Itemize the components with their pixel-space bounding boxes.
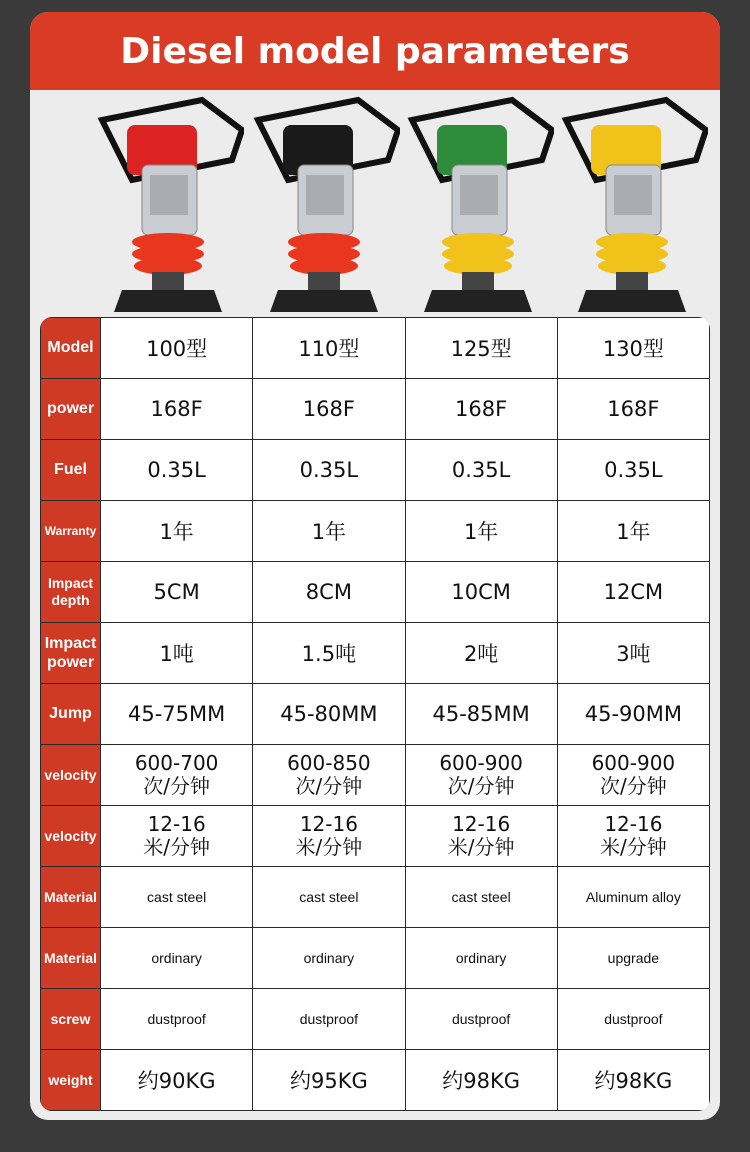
spec-cell: dustproof	[557, 989, 709, 1050]
spec-cell: 12-16 米/分钟	[557, 806, 709, 867]
spec-cell: cast steel	[405, 867, 557, 928]
page-title	[30, 12, 720, 90]
spec-cell: 12-16 米/分钟	[253, 806, 405, 867]
spec-cell: 45-90MM	[557, 684, 709, 745]
row-label: Material	[41, 867, 101, 928]
spec-cell: 600-900 次/分钟	[405, 745, 557, 806]
spec-cell: 0.35L	[253, 440, 405, 501]
product-image-red-tamper	[92, 90, 244, 318]
spec-cell: 45-75MM	[101, 684, 253, 745]
spec-row	[41, 806, 710, 867]
spec-cell: upgrade	[557, 928, 709, 989]
spec-row	[41, 1050, 710, 1111]
row-label: Fuel	[41, 440, 101, 501]
spec-row	[41, 440, 710, 501]
spec-cell: Aluminum alloy	[557, 867, 709, 928]
spec-row	[41, 928, 710, 989]
row-label: Impact depth	[41, 562, 101, 623]
spec-cell: 5CM	[101, 562, 253, 623]
spec-cell: 168F	[405, 379, 557, 440]
spec-cell: 125型	[405, 318, 557, 379]
spec-row	[41, 379, 710, 440]
spec-cell: 约98KG	[405, 1050, 557, 1111]
spec-row	[41, 745, 710, 806]
spec-cell: 1吨	[101, 623, 253, 684]
spec-cell: 约90KG	[101, 1050, 253, 1111]
spec-cell: dustproof	[101, 989, 253, 1050]
spec-cell: ordinary	[405, 928, 557, 989]
spec-cell: 1年	[405, 501, 557, 562]
spec-row	[41, 501, 710, 562]
row-label: velocity	[41, 806, 101, 867]
row-label: Impact power	[41, 623, 101, 684]
spec-cell: ordinary	[101, 928, 253, 989]
spec-cell: 100型	[101, 318, 253, 379]
spec-cell: 130型	[557, 318, 709, 379]
spec-cell: 3吨	[557, 623, 709, 684]
spec-row	[41, 684, 710, 745]
spec-row	[41, 562, 710, 623]
spec-cell: 12-16 米/分钟	[405, 806, 557, 867]
spec-cell: ordinary	[253, 928, 405, 989]
spec-cell: 0.35L	[405, 440, 557, 501]
row-label: Warranty	[41, 501, 101, 562]
spec-row	[41, 989, 710, 1050]
row-label: velocity	[41, 745, 101, 806]
spec-cell: 600-850 次/分钟	[253, 745, 405, 806]
product-image-green-tamper	[402, 90, 554, 318]
spec-row	[41, 623, 710, 684]
product-image-black-tamper	[248, 90, 400, 318]
spec-cell: 45-80MM	[253, 684, 405, 745]
spec-card	[30, 12, 720, 1120]
spec-row	[41, 318, 710, 379]
spec-cell: 1年	[101, 501, 253, 562]
spec-cell: 2吨	[405, 623, 557, 684]
spec-cell: 0.35L	[101, 440, 253, 501]
spec-table	[40, 317, 710, 1111]
spec-cell: 12-16 米/分钟	[101, 806, 253, 867]
spec-cell: 45-85MM	[405, 684, 557, 745]
row-label: weight	[41, 1050, 101, 1111]
spec-cell: 1年	[557, 501, 709, 562]
spec-cell: 约98KG	[557, 1050, 709, 1111]
spec-cell: 168F	[101, 379, 253, 440]
spec-cell: 1年	[253, 501, 405, 562]
spec-cell: dustproof	[253, 989, 405, 1050]
spec-cell: 600-900 次/分钟	[557, 745, 709, 806]
row-label: Material	[41, 928, 101, 989]
row-label: screw	[41, 989, 101, 1050]
spec-cell: 10CM	[405, 562, 557, 623]
row-label: Model	[41, 318, 101, 379]
product-images	[30, 90, 720, 318]
row-label: Jump	[41, 684, 101, 745]
spec-cell: 600-700 次/分钟	[101, 745, 253, 806]
spec-cell: 110型	[253, 318, 405, 379]
spec-cell: cast steel	[253, 867, 405, 928]
product-image-yellow-tamper	[556, 90, 708, 318]
spec-cell: cast steel	[101, 867, 253, 928]
page-title-text: Diesel model parameters	[120, 30, 630, 72]
spec-cell: 12CM	[557, 562, 709, 623]
spec-cell: 8CM	[253, 562, 405, 623]
spec-row	[41, 867, 710, 928]
spec-cell: 168F	[557, 379, 709, 440]
spec-cell: 约95KG	[253, 1050, 405, 1111]
row-label: power	[41, 379, 101, 440]
spec-cell: 168F	[253, 379, 405, 440]
spec-cell: 0.35L	[557, 440, 709, 501]
spec-cell: 1.5吨	[253, 623, 405, 684]
spec-cell: dustproof	[405, 989, 557, 1050]
